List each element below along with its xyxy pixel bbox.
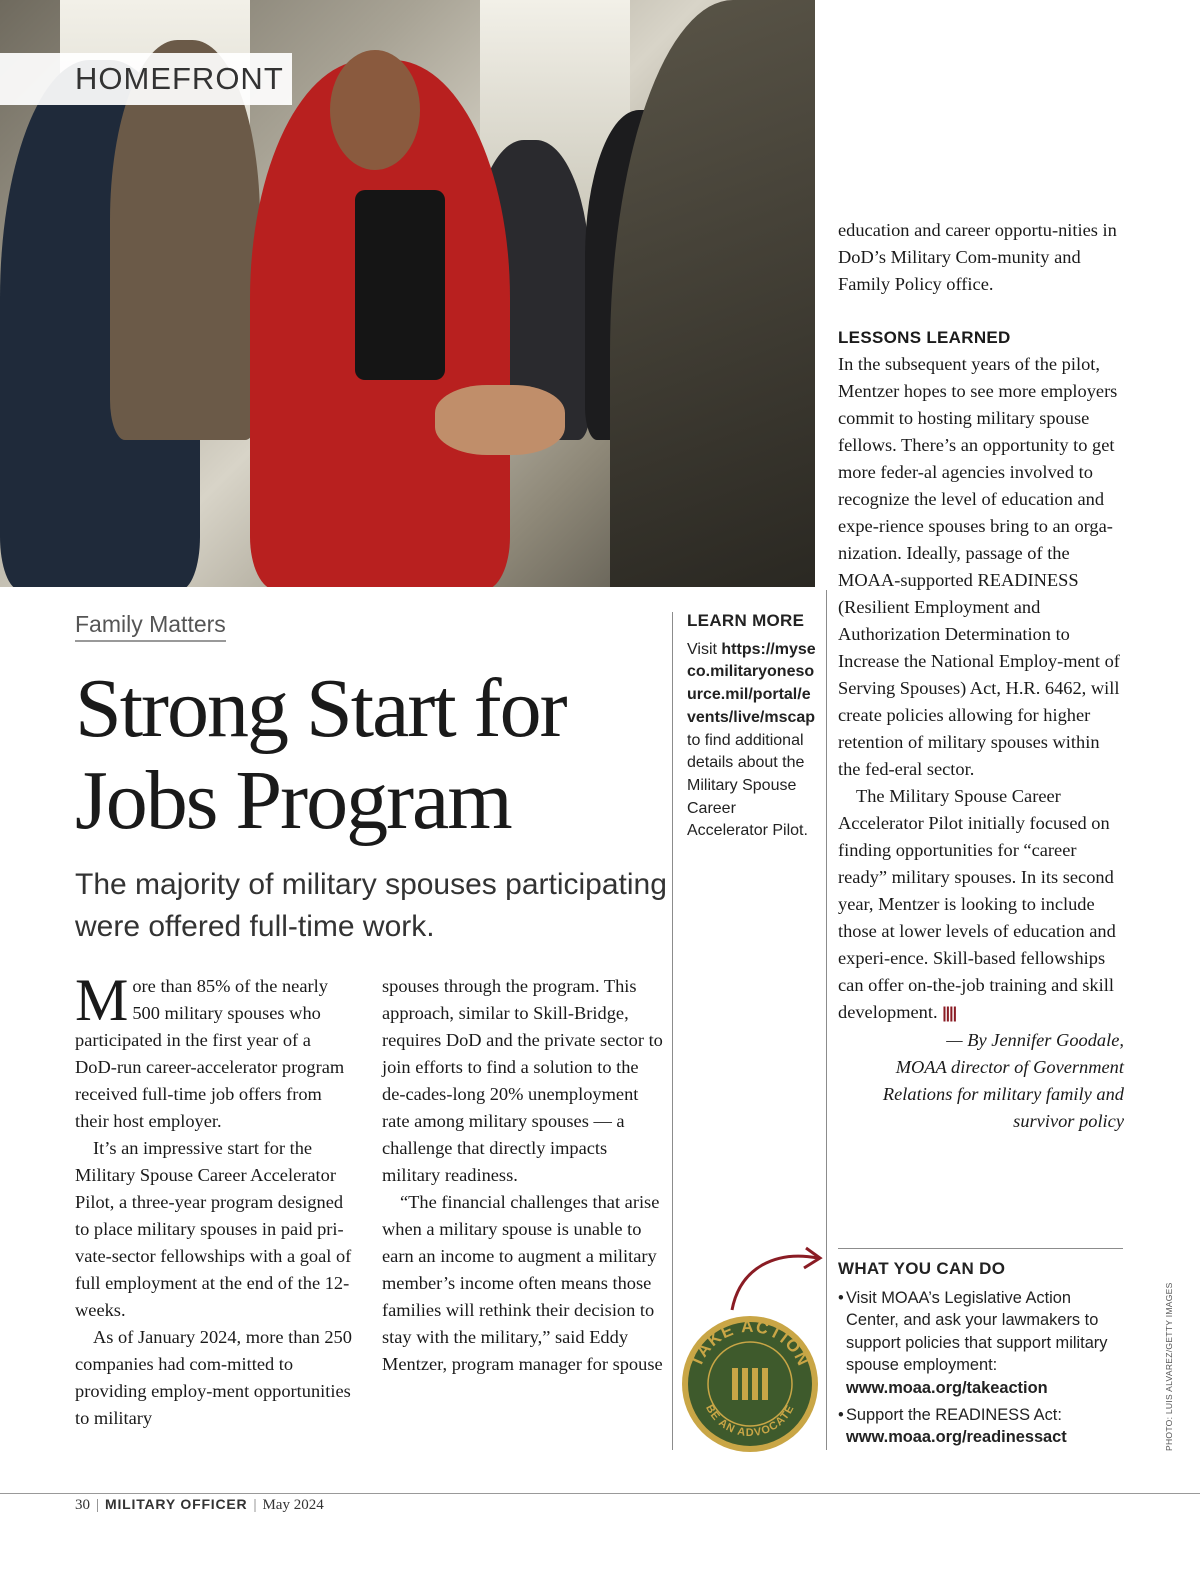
- body-paragraph-6: [838, 783, 1124, 1027]
- body-paragraph-3-cont: spouses through the program. This approach, similar to Skill-Bridge, requires DoD and the private sector to join efforts to find a solution to the de-cades-long 20% unemployment rate among military spouses — a challenge that directly impacts military readiness.: [382, 976, 663, 1185]
- learn-more-box: [687, 610, 817, 843]
- dek: The majority of military spouses participating were offered full-time work.: [75, 868, 667, 943]
- person-foreground: [610, 0, 815, 587]
- headline: Strong Start for Jobs Program: [75, 662, 566, 847]
- kicker: Family Matters: [75, 611, 226, 642]
- footer-separator: |: [96, 1497, 100, 1513]
- body-paragraph-6-text: The Military Spouse Career Accelerator Pilot initially focused on finding opportunities for “career ready” military spouses. In its second year, Mentzer is looking to include those at lower levels of education and experi-ence. Skill-based fellowships can offer on-the-job training and skill development.: [838, 786, 1116, 1022]
- learn-more-link[interactable]: https://myseco.militaryonesource.mil/portal/events/live/mscap: [687, 640, 816, 726]
- action-item-text: Visit MOAA’s Legislative Action Center, and ask your lawmakers to support policies that support military spouse employment:: [846, 1288, 1108, 1375]
- action-item-text: Support the READINESS Act:: [846, 1405, 1062, 1424]
- bullet-icon: •: [838, 1288, 844, 1307]
- action-item: [838, 1404, 1128, 1449]
- what-you-can-do-heading: WHAT YOU CAN DO: [838, 1259, 1006, 1278]
- page-footer: [75, 1496, 324, 1514]
- body-paragraph-3-start: As of January 2024, more than 250 companies had com-mitted to providing employ-ment opportunities to military: [75, 1327, 352, 1428]
- section-tag: HOMEFRONT: [0, 53, 292, 105]
- body-paragraph-1: ore than 85% of the nearly 500 military spouses who participated in the first year of a DoD-run career-accelerator program received full-time job offers from their host employer.: [75, 976, 345, 1131]
- byline: [838, 1027, 1124, 1135]
- badge-bottom-text: BE AN ADVOCATE: [703, 1402, 797, 1440]
- learn-more-pre: Visit: [687, 640, 722, 658]
- learn-more-heading: LEARN MORE: [687, 611, 805, 630]
- body-column-2: [382, 973, 665, 1378]
- bullet-icon: •: [838, 1405, 844, 1424]
- issue-date: May 2024: [262, 1497, 324, 1513]
- badge-top-text: TAKE ACTION: [686, 1316, 814, 1370]
- what-you-can-do-box: [838, 1258, 1128, 1453]
- byline-title: MOAA director of Government Relations for military family and survivor policy: [882, 1057, 1124, 1131]
- learn-more-text: [687, 639, 817, 843]
- page-number: 30: [75, 1497, 90, 1513]
- body-paragraph-4-start: “The financial challenges that arise when a military spouse is unable to earn an income to augment a military member’s income often means those families will rethink their decision to stay with the military,” said Eddy Mentzer, program manager for spouse: [382, 1192, 663, 1374]
- footer-rule: [0, 1493, 1200, 1494]
- handshake: [435, 385, 565, 455]
- footer-separator: |: [253, 1497, 257, 1513]
- readinessact-link[interactable]: www.moaa.org/readinessact: [846, 1428, 1067, 1447]
- photo-credit: PHOTO: LUIS ALVAREZ/GETTY IMAGES: [1164, 1282, 1174, 1451]
- body-paragraph-2: It’s an impressive start for the Military Spouse Career Accelerator Pilot, a three-year program designed to place military spouses in paid pri-vate-sector fellowships with a goal of full employment at the end of the 12-weeks.: [75, 1138, 352, 1320]
- woman-top: [355, 190, 445, 380]
- drop-cap: M: [75, 967, 129, 1033]
- takeaction-link[interactable]: www.moaa.org/takeaction: [846, 1378, 1048, 1397]
- woman-face: [330, 50, 420, 170]
- byline-author: — By Jennifer Goodale,: [946, 1030, 1124, 1050]
- take-action-badge: [680, 1238, 840, 1458]
- end-mark-icon: ||||: [942, 1005, 957, 1022]
- body-column-1: [75, 967, 355, 1432]
- sidebar-divider: [838, 1248, 1123, 1249]
- subhead-lessons-learned: LESSONS LEARNED: [838, 328, 1011, 347]
- column-divider: [672, 612, 673, 1450]
- arrow-icon: [732, 1256, 818, 1310]
- body-column-3: [838, 217, 1124, 1135]
- magazine-name: MILITARY OFFICER: [105, 1496, 248, 1512]
- learn-more-post: to find additional details about the Military Spouse Career Accelerator Pilot.: [687, 731, 808, 840]
- action-item: [838, 1287, 1128, 1400]
- body-paragraph-4-cont: education and career opportu-nities in DoD’s Military Com-munity and Family Policy office.: [838, 220, 1117, 294]
- body-paragraph-5: In the subsequent years of the pilot, Mentzer hopes to see more employers commit to hosting military spouse fellows. There’s an opportunity to get more feder-al agencies involved to recognize the level of education and expe-rience spouses bring to an orga-nization. Ideally, passage of the MOAA-supported READINESS (Resilient Employment and Authorization Determination to Increase the National Employ-ment of Serving Spouses) Act, H.R. 6462, will create policies allowing for higher retention of military spouses within the fed-eral sector.: [838, 354, 1120, 779]
